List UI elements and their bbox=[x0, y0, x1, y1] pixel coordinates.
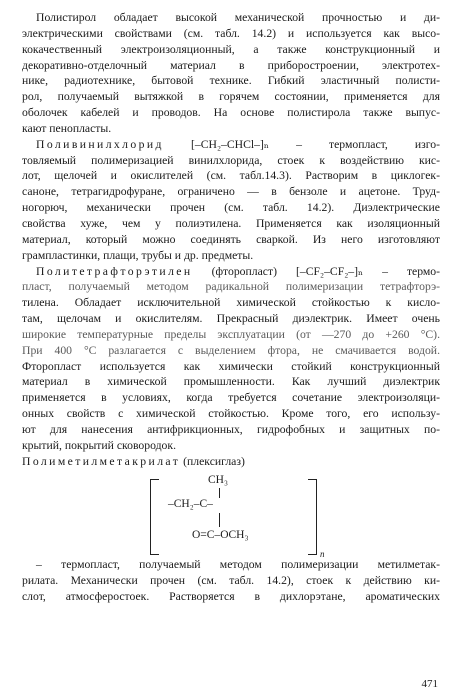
term-ptfe-alias: (фторопласт) bbox=[211, 264, 277, 278]
formula-pvc: [–CH₂–CHCl–]ₙ bbox=[191, 137, 269, 151]
term-pmma-alias: (плексиглаз) bbox=[183, 454, 245, 468]
text-line bbox=[22, 264, 440, 280]
text-line: электрическими свойствами (см. табл. 14.2) и используется как высо- bbox=[22, 26, 440, 40]
text-line: – термопласт, получаемый методом полимеризации метилметак- bbox=[36, 558, 440, 572]
text-line: ют для нанесения антифрикционных, гидрофобных и защитных по- bbox=[22, 422, 440, 436]
text-line: грампластинки, плащи, трубы и др. предметы. bbox=[22, 248, 254, 262]
text-line: Полистирол обладает высокой механической прочностью и ди- bbox=[36, 11, 440, 24]
text-line: тилена. Обладает исключительной химической стойкостью к кисло- bbox=[22, 296, 440, 310]
text-line: рол, получаемый вытяжкой в горячем состоянии, применяется для bbox=[22, 90, 440, 104]
text-line: кают пенопласты. bbox=[22, 121, 112, 135]
text-line: материал, который можно соединять сваркой. Из него изготовляют bbox=[22, 232, 440, 246]
text-line bbox=[22, 137, 440, 153]
methyl-group: CH₃ bbox=[208, 474, 228, 487]
bond-bottom bbox=[219, 513, 220, 527]
text-line: оболочек кабелей и проводов. На основе полистирола также выпус- bbox=[22, 106, 440, 120]
paragraph-pmma-heading bbox=[22, 454, 440, 470]
text-line: рилата. Механически прочен (см. табл. 14.2), стоек к действию ки- bbox=[22, 574, 440, 588]
text-line: кокачественный электроизоляционный, а также конструкционный и bbox=[22, 42, 440, 56]
text-line: там, щелочам и окислителям. Прекрасный диэлектрик. Имеет очень bbox=[22, 312, 440, 326]
left-bracket bbox=[150, 479, 159, 555]
text-line: ногорюч, механически прочен (см. табл. 14.2). Диэлектрические bbox=[22, 201, 440, 215]
text-line: широкие температурные пределы эксплуатации (от —270 до +260 °С). bbox=[22, 327, 440, 341]
text-line: При 400 °С разлагается с выделением фтора, не смачивается водой. bbox=[22, 343, 440, 357]
text-line: крытий, покрытий сковородок. bbox=[22, 438, 176, 452]
text-fragment: – термо- bbox=[382, 264, 440, 278]
formula-ptfe: [–CF₂–CF₂–]ₙ bbox=[295, 264, 364, 278]
paragraph-pmma bbox=[22, 557, 440, 605]
text-fragment: – термопласт, изго- bbox=[296, 137, 440, 151]
repeat-subscript: n bbox=[320, 549, 325, 560]
text-line: слот, атмосферостоек. Растворяется в дихлорэтане, ароматических bbox=[22, 590, 440, 604]
paragraph-ptfe bbox=[22, 264, 440, 454]
text-line: декоративно-отделочный материал в приборостроении, электротех- bbox=[22, 58, 440, 72]
bond-top bbox=[219, 488, 220, 498]
text-line bbox=[22, 454, 440, 470]
text-line: лот, щелочей и окислителей (см. табл.14.3). Растворим в циклогек- bbox=[22, 169, 440, 183]
text-line: пласт, получаемый методом радикальной полимеризации тетрафторэ- bbox=[22, 280, 440, 294]
text-line: нике, радиотехнике, бытовой технике. Гибкий эластичный полисти- bbox=[22, 74, 440, 88]
text-line: саноне, тетрагидрофуране, ограничено — в бензоле и ацетоне. Труд- bbox=[22, 185, 440, 199]
right-bracket bbox=[308, 479, 317, 555]
backbone-chain: –CH₂–C– bbox=[168, 498, 213, 511]
term-pvc: Поливинилхлорид bbox=[36, 137, 164, 151]
page-body bbox=[22, 10, 440, 605]
text-line: свойства хуже, чем у полиэтилена. Применяется как изоляционный bbox=[22, 216, 440, 230]
text-line: материал в химической промышленности. Как лучший диэлектрик bbox=[22, 375, 440, 389]
paragraph-polystyrene bbox=[22, 10, 440, 137]
page-number: 471 bbox=[421, 678, 438, 690]
text-line: товляемый полимеризацией винилхлорида, стоек к воздействию кис- bbox=[22, 153, 440, 167]
text-line: Фторопласт используется как химически стойкий конструкционный bbox=[22, 359, 440, 373]
term-ptfe: Политетрафторэтилен bbox=[36, 264, 193, 278]
text-line: применяется в условиях, когда требуется сочетание электроизоляци- bbox=[22, 391, 440, 405]
structural-formula bbox=[22, 473, 440, 560]
paragraph-pvc bbox=[22, 137, 440, 264]
term-pmma: Полиметилметакрилат bbox=[22, 454, 181, 468]
text-line: онных свойств с химической стойкостью. Кроме того, его использу- bbox=[22, 407, 440, 421]
ester-group: O=C–OCH₃ bbox=[192, 529, 249, 542]
